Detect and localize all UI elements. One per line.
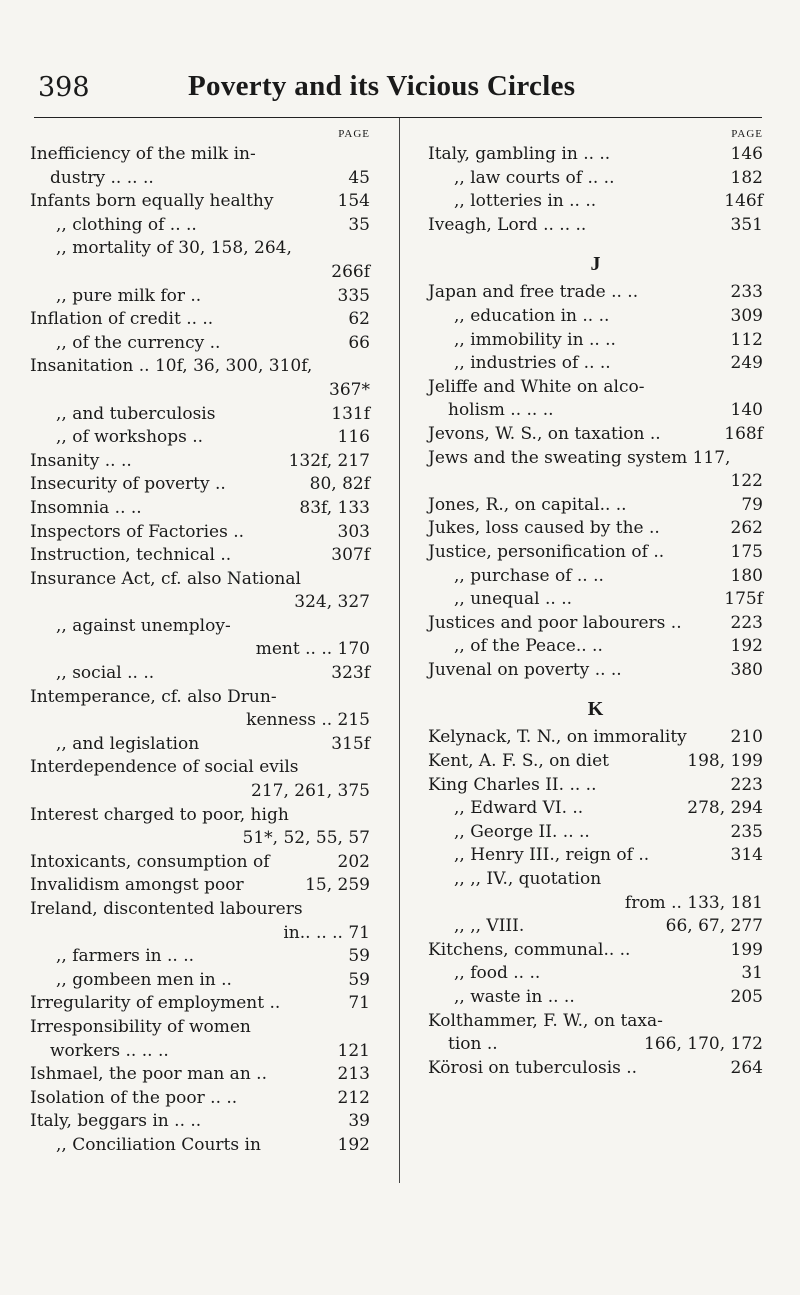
index-entry-line: Inspectors of Factories .. 303 — [30, 521, 370, 542]
index-entry — [428, 423, 763, 447]
index-entry-line: ,, waste in .. .. 205 — [454, 987, 763, 1007]
index-entry-line: Justices and poor labourers .. 223 — [428, 612, 763, 633]
index-subentry — [428, 986, 763, 1010]
index-subentry — [428, 635, 763, 659]
index-subentry — [30, 615, 370, 662]
section-letter-j: J — [590, 253, 601, 276]
index-entry — [30, 190, 370, 214]
index-entry-line: Insanitation .. 10f, 36, 300, 310f, — [30, 356, 313, 377]
index-subentry — [428, 190, 763, 214]
index-entry-line: Italy, gambling in .. .. 146 — [428, 144, 763, 164]
index-entry — [428, 143, 763, 167]
index-subentry — [428, 588, 763, 612]
index-entry-line: Irresponsibility of women — [30, 1016, 251, 1037]
section-letter-k: K — [587, 698, 604, 721]
column-divider — [399, 118, 400, 1183]
index-entry-line: workers .. .. .. 121 — [50, 1040, 370, 1061]
index-entry-line: ,, George II. .. .. 235 — [454, 821, 763, 842]
index-entry-line: ,, lotteries in .. .. 146f — [454, 191, 763, 212]
index-subentry — [30, 332, 370, 356]
index-entry-line: from .. 133, 181 — [624, 892, 763, 913]
page-number: 398 — [38, 72, 90, 103]
index-entry-line: Japan and free trade .. .. 233 — [428, 282, 763, 303]
index-entry-line: Jeliffe and White on alco- — [428, 376, 645, 397]
index-entry-line: ,, Henry III., reign of .. 314 — [454, 845, 763, 866]
index-entry — [428, 214, 763, 238]
index-entry — [428, 726, 763, 750]
index-entry — [30, 1063, 370, 1087]
index-entry-line: King Charles II. .. .. 223 — [428, 774, 763, 795]
index-entry — [428, 281, 763, 305]
index-entry — [30, 686, 370, 733]
index-entry-line: Kolthammer, F. W., on taxa- — [428, 1010, 663, 1031]
index-entry-line: Infants born equally healthy 154 — [30, 191, 370, 212]
index-entry — [30, 473, 370, 497]
index-entry-line: Insomnia .. .. 83f, 133 — [30, 497, 370, 518]
index-entry-line: Jews and the sweating system 117, — [428, 447, 731, 468]
index-entry-line: Italy, beggars in .. .. 39 — [30, 1111, 370, 1132]
index-entry-line: ,, gombeen men in .. 59 — [56, 969, 370, 990]
index-subentry — [428, 167, 763, 191]
index-entry — [428, 494, 763, 518]
index-entry-line: Inflation of credit .. .. 62 — [30, 309, 370, 330]
index-subentry — [428, 844, 763, 868]
index-entry-line: ,, pure milk for .. 335 — [56, 285, 370, 306]
index-entry — [30, 1016, 370, 1063]
index-subentry — [428, 915, 763, 939]
index-entry-line: ,, social .. .. 323f — [56, 663, 370, 684]
index-entry — [30, 1110, 370, 1134]
index-subentry — [30, 969, 370, 993]
index-entry — [30, 450, 370, 474]
index-entry-line: Kelynack, T. N., on immorality 210 — [428, 727, 763, 748]
index-entry — [30, 521, 370, 545]
index-entry — [30, 308, 370, 332]
index-entry-line: ,, of the Peace.. .. 192 — [454, 636, 763, 657]
index-entry-line: Insecurity of poverty .. 80, 82f — [30, 474, 370, 495]
index-entry — [428, 612, 763, 636]
index-entry-line: dustry .. .. .. 45 — [50, 167, 370, 188]
index-entry-line: Interest charged to poor, high — [30, 804, 289, 825]
index-entry — [428, 659, 763, 683]
index-entry — [428, 939, 763, 963]
index-entry-line: ment .. .. 170 — [255, 639, 370, 660]
index-entry — [428, 517, 763, 541]
index-entry-line: Jevons, W. S., on taxation .. 168f — [428, 423, 763, 444]
index-entry-line: ,, of the currency .. 66 — [56, 332, 370, 353]
index-entry-line: 266f — [331, 261, 370, 282]
index-entry — [30, 568, 370, 615]
index-entry — [428, 750, 763, 774]
index-entry-line: Jukes, loss caused by the .. 262 — [428, 518, 763, 539]
right-column — [428, 126, 763, 1080]
index-entry-line: Insurance Act, cf. also National — [30, 568, 301, 589]
index-entry-line: Irregularity of employment .. 71 — [30, 993, 370, 1014]
index-entry-line: ,, clothing of .. .. 35 — [56, 214, 370, 235]
index-entries-k — [428, 726, 763, 1080]
index-subentry — [30, 426, 370, 450]
index-entry — [428, 1010, 763, 1057]
index-entry-line: ,, against unemploy- — [56, 615, 231, 636]
index-entry-line: Kitchens, communal.. .. 199 — [428, 939, 763, 960]
index-entry-line: in.. .. .. 71 — [283, 922, 370, 943]
index-entry-line: ,, industries of .. .. 249 — [454, 353, 763, 374]
index-subentry — [30, 285, 370, 309]
index-entry-line: Inefficiency of the milk in- — [30, 144, 256, 164]
page-column-label: PAGE — [338, 128, 370, 140]
index-entry-line: 217, 261, 375 — [251, 781, 370, 802]
index-entry-line: Kent, A. F. S., on diet 198, 199 — [428, 751, 763, 772]
index-entry-line: 122 — [730, 471, 763, 492]
index-entries-i-continued — [428, 143, 763, 237]
index-entry — [428, 541, 763, 565]
index-entry — [428, 376, 763, 423]
index-entry-line: ,, and legislation 315f — [56, 733, 370, 754]
index-entry-line: ,, purchase of .. .. 180 — [454, 565, 763, 586]
index-subentry — [30, 733, 370, 757]
index-subentry — [30, 662, 370, 686]
index-entry — [30, 497, 370, 521]
index-entry-line: ,, ,, VIII. 66, 67, 277 — [454, 916, 763, 937]
index-entry-line: ,, Conciliation Courts in 192 — [56, 1134, 370, 1155]
index-entry — [428, 1057, 763, 1081]
index-entry — [30, 756, 370, 803]
index-entry-line: holism .. .. .. 140 — [448, 400, 763, 421]
index-entry-line: ,, unequal .. .. 175f — [454, 589, 763, 610]
index-entry-line: ,, food .. .. 31 — [454, 963, 763, 984]
index-entry-line: 324, 327 — [294, 592, 370, 613]
left-column — [30, 126, 370, 1158]
index-entry-line: ,, education in .. .. 309 — [454, 305, 763, 326]
index-subentry — [428, 329, 763, 353]
page-header — [38, 72, 760, 112]
index-entry — [30, 804, 370, 851]
index-entry-line: 51*, 52, 55, 57 — [242, 828, 370, 849]
index-entries-i — [30, 143, 370, 1158]
index-entry-line: Ireland, discontented labourers — [30, 899, 303, 919]
index-entry — [30, 851, 370, 875]
index-entry-line: Körosi on tuberculosis .. 264 — [428, 1057, 763, 1078]
page-column-label: PAGE — [731, 128, 763, 140]
index-entry-line: ,, ,, IV., quotation — [454, 869, 602, 890]
index-subentry — [428, 797, 763, 821]
index-subentry — [30, 214, 370, 238]
index-entry — [428, 774, 763, 798]
index-entry-line: Ishmael, the poor man an .. 213 — [30, 1064, 370, 1085]
index-entry-line: ,, immobility in .. .. 112 — [454, 329, 763, 350]
index-entries-j — [428, 281, 763, 682]
index-entry-line: Instruction, technical .. 307f — [30, 545, 370, 566]
index-entry — [30, 544, 370, 568]
index-entry-line: Intemperance, cf. also Drun- — [30, 686, 277, 707]
index-subentry — [30, 1134, 370, 1158]
index-subentry — [428, 962, 763, 986]
index-entry — [30, 143, 370, 190]
index-entry — [428, 447, 763, 494]
index-entry-line: Intoxicants, consumption of 202 — [30, 851, 370, 872]
index-entry — [30, 1087, 370, 1111]
index-entry-line: kenness .. 215 — [246, 710, 370, 731]
index-entry — [30, 992, 370, 1016]
index-subentry — [428, 821, 763, 845]
index-subentry — [428, 352, 763, 376]
index-entry-line: Insanity .. .. 132f, 217 — [30, 450, 370, 471]
index-entry-line: Invalidism amongst poor 15, 259 — [30, 875, 370, 896]
index-entry-line: ,, law courts of .. .. 182 — [454, 167, 763, 188]
index-entry-line: ,, Edward VI. .. 278, 294 — [454, 798, 763, 819]
index-entry — [30, 898, 370, 945]
index-subentry — [428, 868, 763, 915]
index-entry-line: tion .. 166, 170, 172 — [448, 1034, 763, 1055]
index-subentry — [428, 565, 763, 589]
index-subentry — [30, 403, 370, 427]
index-entry-line: Interdependence of social evils — [30, 757, 299, 778]
index-subentry — [30, 945, 370, 969]
running-title: Poverty and its Vicious Circles — [188, 70, 576, 102]
index-entry — [30, 355, 370, 402]
index-entry-line: Iveagh, Lord .. .. .. 351 — [428, 214, 763, 235]
index-subentry — [30, 237, 370, 284]
index-entry-line: ,, and tuberculosis 131f — [56, 403, 370, 424]
index-entry-line: ,, mortality of 30, 158, 264, — [56, 238, 292, 259]
index-entry-line: ,, farmers in .. .. 59 — [56, 946, 370, 967]
header-rule — [34, 117, 762, 118]
index-entry-line: Juvenal on poverty .. .. 380 — [428, 659, 763, 680]
index-subentry — [428, 305, 763, 329]
index-entry-line: 367* — [329, 379, 370, 400]
index-entry-line: ,, of workshops .. 116 — [56, 427, 370, 448]
index-entry-line: Isolation of the poor .. .. 212 — [30, 1087, 370, 1108]
index-entry-line: Jones, R., on capital.. .. 79 — [428, 494, 763, 515]
index-entry — [30, 874, 370, 898]
index-entry-line: Justice, personification of .. 175 — [428, 541, 763, 562]
